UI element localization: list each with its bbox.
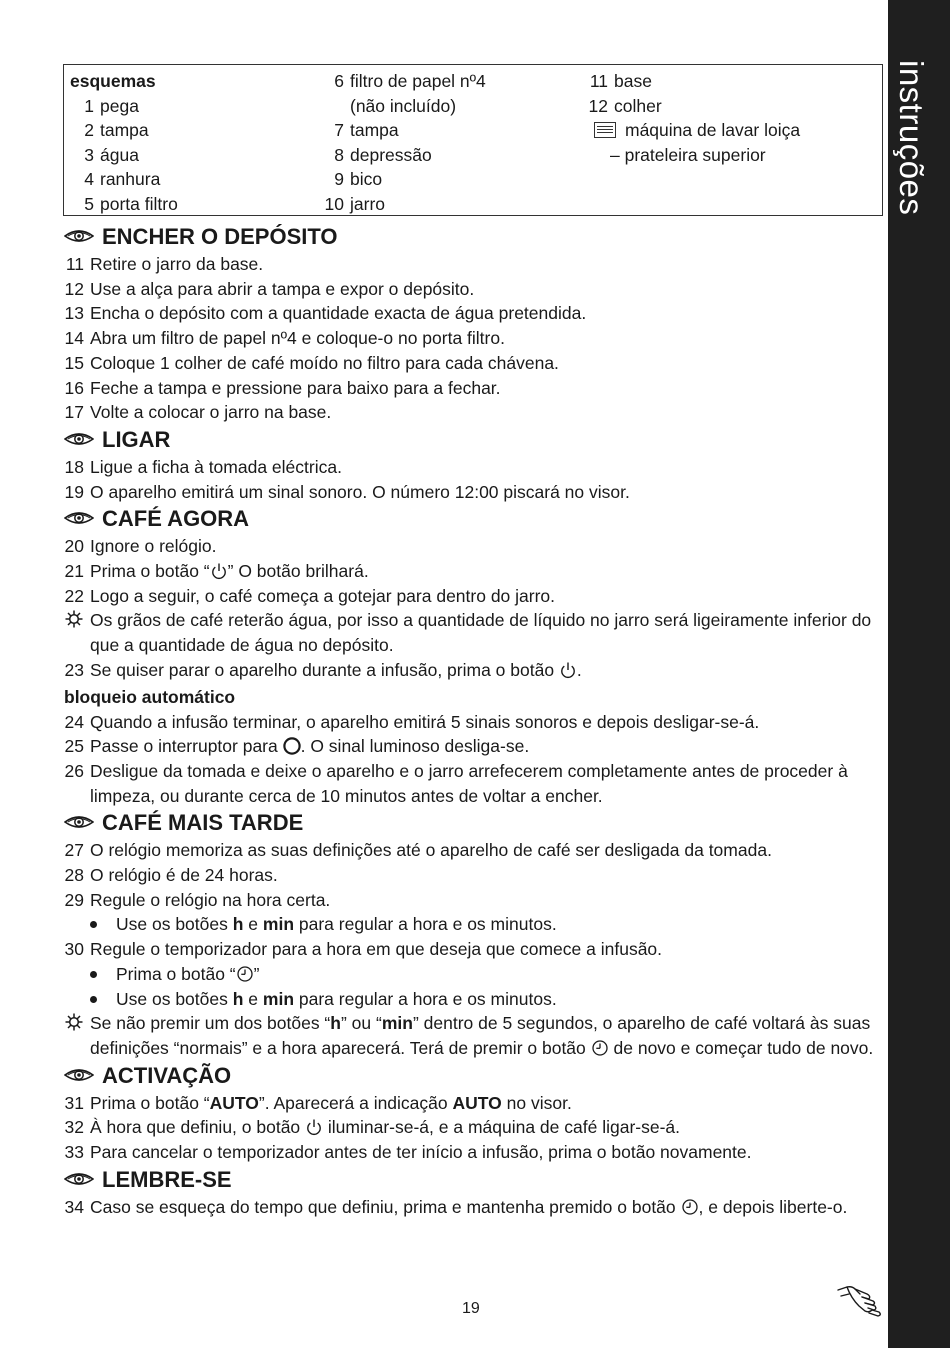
legend-item: 10 jarro <box>324 193 386 214</box>
parts-legend <box>63 64 883 216</box>
legend-item: 5 porta filtro <box>84 193 178 214</box>
tip-note: Os grãos de café reterão água, por isso a quantidade de líquido no jarro será ligeiramente inferior do que a quantidade de água no depósito. <box>64 608 886 657</box>
step-29: 29 Regule o relógio na hora certa. <box>64 889 331 910</box>
step-17: 17 Volte a colocar o jarro na base. <box>64 402 332 423</box>
step-25: 25 Passe o interruptor para . O sinal luminoso desliga-se. <box>64 736 530 757</box>
legend-item: 8 depressão <box>334 144 432 165</box>
legend-item-dishwasher: máquina de lavar loiça <box>584 118 800 143</box>
bullet-item: Use os botões h e min para regular a hora e os minutos. <box>64 912 886 937</box>
sidebar-tab <box>888 0 950 1348</box>
legend-item: 11 base <box>589 71 652 91</box>
sidebar-title: instruções <box>893 60 930 216</box>
step-28: 28 O relógio é de 24 horas. <box>64 865 278 886</box>
step-11: 11 Retire o jarro da base. <box>65 254 264 274</box>
section-heading-now: CAFÉ AGORA <box>64 504 886 534</box>
legend-item: (não incluído) <box>350 95 457 116</box>
legend-item: 1 pega <box>84 95 139 116</box>
eye-icon <box>64 229 94 243</box>
power-icon <box>305 1118 323 1136</box>
eye-icon <box>64 1172 94 1186</box>
step-26: 26 Desligue da tomada e deixe o aparelho e o jarro arrefecerem completamente antes de proceder à limpeza, ou durante cerca de 10 minutos antes de voltar a encher. <box>64 760 848 806</box>
eye-icon <box>64 432 94 446</box>
subheading-autolock: bloqueio automático <box>64 686 236 707</box>
section-heading-later: CAFÉ MAIS TARDE <box>64 808 886 838</box>
legend-heading: esquemas <box>70 71 156 91</box>
step-23: 23 Se quiser parar o aparelho durante a infusão, prima o botão . <box>64 659 582 680</box>
legend-item: 3 água <box>84 144 139 165</box>
step-33: 33 Para cancelar o temporizador antes de ter início a infusão, prima o botão novamente. <box>64 1142 752 1163</box>
step-34: 34 Caso se esqueça do tempo que definiu, prima e mantenha premido o botão , e depois liberte-o. <box>64 1196 848 1217</box>
eye-icon <box>64 1068 94 1082</box>
step-32: 32 À hora que definiu, o botão iluminar-se-á, e a máquina de café ligar-se-á. <box>64 1117 681 1138</box>
step-24: 24 Quando a infusão terminar, o aparelho emitirá 5 sinais sonoros e depois desligar-se-á. <box>64 711 760 732</box>
instructions-body <box>64 222 886 1220</box>
section-heading-fill: ENCHER O DEPÓSITO <box>64 222 886 252</box>
power-icon <box>210 562 228 580</box>
legend-item: 9 bico <box>334 169 383 189</box>
legend-item: 4 ranhura <box>84 169 161 189</box>
legend-column-1 <box>70 69 178 216</box>
legend-item: 6 filtro de papel nº4 <box>334 71 486 91</box>
legend-item: 12 colher <box>588 95 662 116</box>
step-16: 16 Feche a tampa e pressione para baixo para a fechar. <box>64 377 501 398</box>
bullet-item: Use os botões h e min para regular a hora e os minutos. <box>64 987 886 1012</box>
legend-item-dishwasher-line2: – prateleira superior <box>610 144 766 165</box>
off-circle-icon <box>283 737 301 755</box>
legend-column-2 <box>320 69 486 216</box>
dishwasher-icon <box>594 122 616 138</box>
step-30: 30 Regule o temporizador para a hora em que deseja que comece a infusão. <box>64 939 663 960</box>
bullet-item: Prima o botão “ ” <box>64 962 886 987</box>
step-31: 31 Prima o botão “AUTO”. Aparecerá a indicação AUTO no visor. <box>64 1092 572 1113</box>
section-heading-activate: ACTIVAÇÃO <box>64 1061 886 1091</box>
legend-item: 7 tampa <box>334 120 399 140</box>
tip-note: Se não premir um dos botões “h” ou “min” dentro de 5 segundos, o aparelho de café voltará às suas definições “normais” e a hora aparecerá. Terá de premir o botão de novo e começar tudo de novo. <box>64 1011 886 1060</box>
step-20: 20 Ignore o relógio. <box>64 536 217 557</box>
eye-icon <box>64 815 94 829</box>
legend-column-3 <box>584 69 800 167</box>
step-19: 19 O aparelho emitirá um sinal sonoro. O número 12:00 piscará no visor. <box>64 481 630 502</box>
eye-icon <box>64 511 94 525</box>
section-heading-on: LIGAR <box>64 425 886 455</box>
step-13: 13 Encha o depósito com a quantidade exacta de água pretendida. <box>64 303 587 324</box>
pointing-hand-icon <box>835 1278 885 1318</box>
clock-icon <box>681 1198 699 1216</box>
legend-item: 2 tampa <box>84 120 149 140</box>
step-27: 27 O relógio memoriza as suas definições até o aparelho de café ser desligada da tomada. <box>64 840 772 861</box>
step-14: 14 Abra um filtro de papel nº4 e coloque-o no porta filtro. <box>64 328 505 349</box>
page-number: 19 <box>462 1300 480 1317</box>
clock-icon <box>236 965 254 983</box>
sun-icon <box>64 1013 84 1031</box>
sun-icon <box>64 610 84 628</box>
power-icon <box>559 661 577 679</box>
section-heading-remember: LEMBRE-SE <box>64 1165 886 1195</box>
step-22: 22 Logo a seguir, o café começa a gotejar para dentro do jarro. <box>64 585 556 606</box>
step-21: 21 Prima o botão “ ” O botão brilhará. <box>64 561 369 582</box>
step-15: 15 Coloque 1 colher de café moído no filtro para cada chávena. <box>64 352 559 373</box>
clock-icon <box>591 1039 609 1057</box>
step-18: 18 Ligue a ficha à tomada eléctrica. <box>64 456 342 477</box>
step-12: 12 Use a alça para abrir a tampa e expor o depósito. <box>64 278 475 299</box>
